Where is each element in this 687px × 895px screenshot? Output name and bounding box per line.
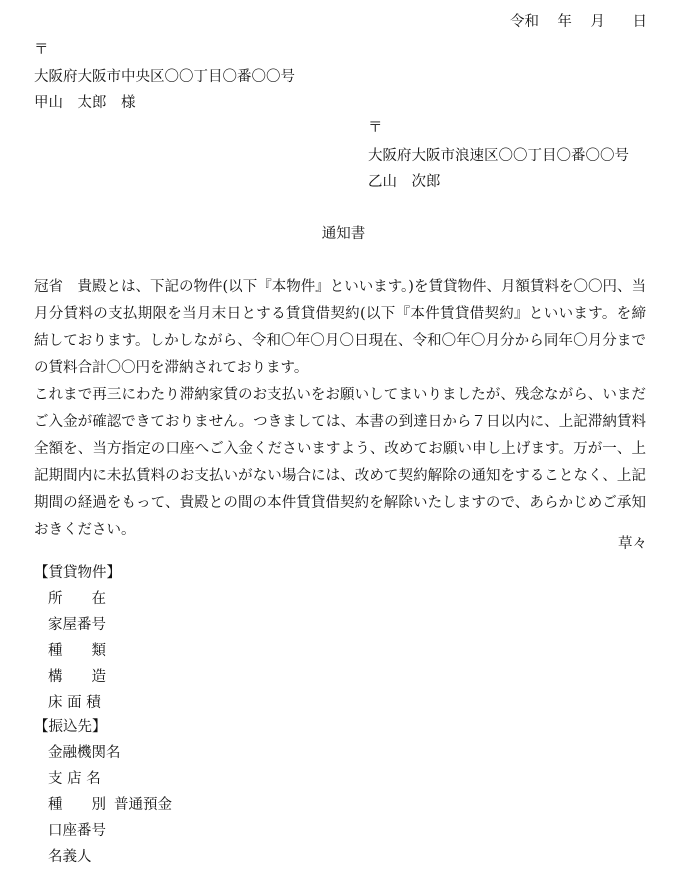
property-row-floor-area xyxy=(34,690,434,716)
bank-label: 名義人 xyxy=(48,849,92,865)
date-day: 日 xyxy=(632,14,647,30)
bank-label: 種 別 xyxy=(48,797,106,813)
property-heading: 【賃貸物件】 xyxy=(34,565,121,581)
bank-value: 普通預金 xyxy=(114,797,172,813)
body-paragraph-2: これまで再三にわたり滞納家賃のお支払いをお願いしてまいりましたが、残念ながら、いまだご入金が確認できておりません。つきましては、本書の到達日から７日以内に、上記滞納賃料全額を、当方指定の口座へご入金くださいますよう、改めてお願い申し上げます。万が一、上記期間内に未払賃料のお支払いがない場合には、改めて契約解除の通知をすることなく、上記期間の経過をもって、貴殿との間の本件賃貸借契約を解除いたしますので、あらかじめご承知おきください。 xyxy=(34,387,646,538)
document-date xyxy=(510,12,647,32)
bank-row-account-type xyxy=(34,792,434,818)
bank-label: 口座番号 xyxy=(48,823,106,839)
bank-label: 支 店 名 xyxy=(48,771,101,787)
property-label: 床 面 積 xyxy=(48,695,101,711)
sender-address: 大阪府大阪市浪速区〇〇丁目〇番〇〇号 xyxy=(368,148,629,164)
property-label: 構 造 xyxy=(48,669,106,685)
property-label: 家屋番号 xyxy=(48,617,106,633)
sender-postal-mark: 〒 xyxy=(368,120,383,136)
bank-row-account-number xyxy=(34,818,434,844)
document-body xyxy=(34,274,646,544)
property-row-type xyxy=(34,638,434,664)
date-year: 年 xyxy=(557,14,572,30)
date-month: 月 xyxy=(590,14,605,30)
bank-heading: 【振込先】 xyxy=(34,719,107,735)
recipient-postal-mark: 〒 xyxy=(34,42,49,58)
property-row-location xyxy=(34,586,434,612)
body-paragraph-1: 冠省 貴殿とは、下記の物件(以下『本物件』といいます。)を賃貸物件、月額賃料を〇〇円、当月分賃料の支払期限を当月末日とする賃貸借契約(以下『本件賃貸借契約』といいます。を締結しております。しかしながら、令和〇年〇月〇日現在、令和〇年〇月分から同年〇月分までの賃料合計〇〇円を滞納されております。 xyxy=(34,279,646,376)
property-row-house-number xyxy=(34,612,434,638)
property-label: 種 類 xyxy=(48,643,106,659)
closing-phrase: 草々 xyxy=(618,536,647,552)
bank-row-branch xyxy=(34,766,434,792)
property-section xyxy=(34,560,434,716)
sender-name: 乙山 次郎 xyxy=(368,174,441,190)
bank-row-account-holder xyxy=(34,844,434,870)
bank-label: 金融機関名 xyxy=(48,745,121,761)
bank-section xyxy=(34,714,434,870)
date-era: 令和 xyxy=(509,14,539,30)
property-label: 所 在 xyxy=(48,591,106,607)
property-row-structure xyxy=(34,664,434,690)
recipient-name: 甲山 太郎 様 xyxy=(34,95,136,111)
bank-row-institution xyxy=(34,740,434,766)
document-title: 通知書 xyxy=(321,226,366,242)
recipient-address: 大阪府大阪市中央区〇〇丁目〇番〇〇号 xyxy=(34,69,295,85)
